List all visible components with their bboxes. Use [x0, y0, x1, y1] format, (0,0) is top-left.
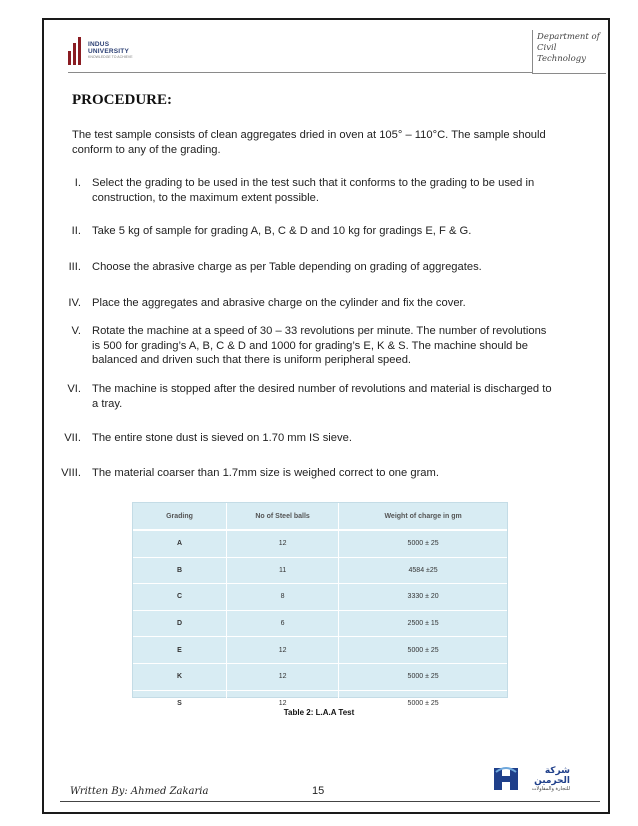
weight-cell: 5000 ± 25 [339, 690, 507, 716]
steel-balls-cell: 6 [227, 610, 339, 637]
weight-cell: 4584 ±25 [339, 557, 507, 584]
steel-balls-cell: 12 [227, 690, 339, 716]
steel-balls-cell: 12 [227, 663, 339, 690]
table-header-cell: Weight of charge in gm [339, 503, 507, 530]
table-row [133, 584, 507, 611]
steel-balls-cell: 11 [227, 557, 339, 584]
company-name-line: شركة الحرمين [534, 766, 570, 786]
weight-cell: 5000 ± 25 [339, 663, 507, 690]
step-number: VI. [67, 383, 81, 395]
step-text: Rotate the machine at a speed of 30 – 33 revolutions per minute. The number of revolutions is 500 for grading’s A, B, C & D and 1000 for grading’s E, K & S. The machine should be balanced and driven such that there is uniform peripheral speed. [92, 325, 547, 366]
table-row [133, 610, 507, 637]
step-text: The machine is stopped after the desired number of revolutions and material is discharged to a tray. [92, 383, 552, 410]
grading-cell: S [133, 690, 227, 716]
step-number: III. [68, 261, 81, 273]
department-line: Technology [537, 54, 586, 64]
grading-cell: K [133, 663, 227, 690]
grading-cell: D [133, 610, 227, 637]
steel-balls-cell: 12 [227, 637, 339, 664]
table-header-cell: Grading [133, 503, 227, 530]
torch-icon [68, 37, 84, 65]
company-name [510, 766, 570, 792]
step-number: V. [71, 325, 81, 337]
grading-cell: B [133, 557, 227, 584]
department-line: Civil [537, 43, 557, 53]
table-row [133, 530, 507, 557]
header-rule [68, 72, 533, 73]
step-number: VII. [64, 432, 81, 444]
page-number: 15 [312, 785, 325, 797]
steel-balls-cell: 12 [227, 530, 339, 557]
company-subtitle: للتجارة والمقاولات [531, 786, 570, 792]
steel-balls-cell: 8 [227, 584, 339, 611]
weight-cell: 3330 ± 20 [339, 584, 507, 611]
logo-line1: INDUS [88, 41, 110, 49]
table-row [133, 663, 507, 690]
table-header-cell: No of Steel balls [227, 503, 339, 530]
grading-cell: E [133, 637, 227, 664]
weight-cell: 5000 ± 25 [339, 637, 507, 664]
laa-table [132, 502, 508, 707]
grading-cell: C [133, 584, 227, 611]
step-text: Select the grading to be used in the test such that it conforms to the grading to be used in construction, to the maximum extent possible. [92, 177, 535, 204]
grading-cell: A [133, 530, 227, 557]
step-text: The material coarser than 1.7mm size is weighed correct to one gram. [92, 467, 439, 479]
footer-author: Written By: Ahmed Zakaria [70, 786, 209, 797]
university-logo [68, 36, 133, 66]
footer-rule [60, 801, 600, 802]
step-number: VIII. [61, 467, 81, 479]
department-line: Department of [537, 32, 600, 42]
step-number: IV. [68, 297, 81, 309]
step-number: I. [74, 177, 81, 189]
department-box [532, 30, 606, 74]
step-text: Place the aggregates and abrasive charge on the cylinder and fix the cover. [92, 297, 466, 309]
step-number: II. [71, 225, 81, 237]
procedure-heading: PROCEDURE: [72, 92, 172, 108]
step-text: The entire stone dust is sieved on 1.70 mm IS sieve. [92, 432, 352, 444]
logo-line2: UNIVERSITY [88, 47, 130, 55]
procedure-intro: The test sample consists of clean aggregates dried in oven at 105° – 110°C. The sample should conform to any of the grading. [72, 129, 546, 156]
step-text: Choose the abrasive charge as per Table depending on grading of aggregates. [92, 261, 482, 273]
step-text: Take 5 kg of sample for grading A, B, C & D and 10 kg for gradings E, F & G. [92, 225, 472, 237]
table-header-row [133, 503, 507, 530]
table-row [133, 637, 507, 664]
weight-cell: 5000 ± 25 [339, 530, 507, 557]
weight-cell: 2500 ± 15 [339, 610, 507, 637]
table-row [133, 557, 507, 584]
logo-tagline: KNOWLEDGE TO ACHIEVE [88, 55, 133, 60]
table-caption: Table 2: L.A.A Test [283, 708, 355, 717]
